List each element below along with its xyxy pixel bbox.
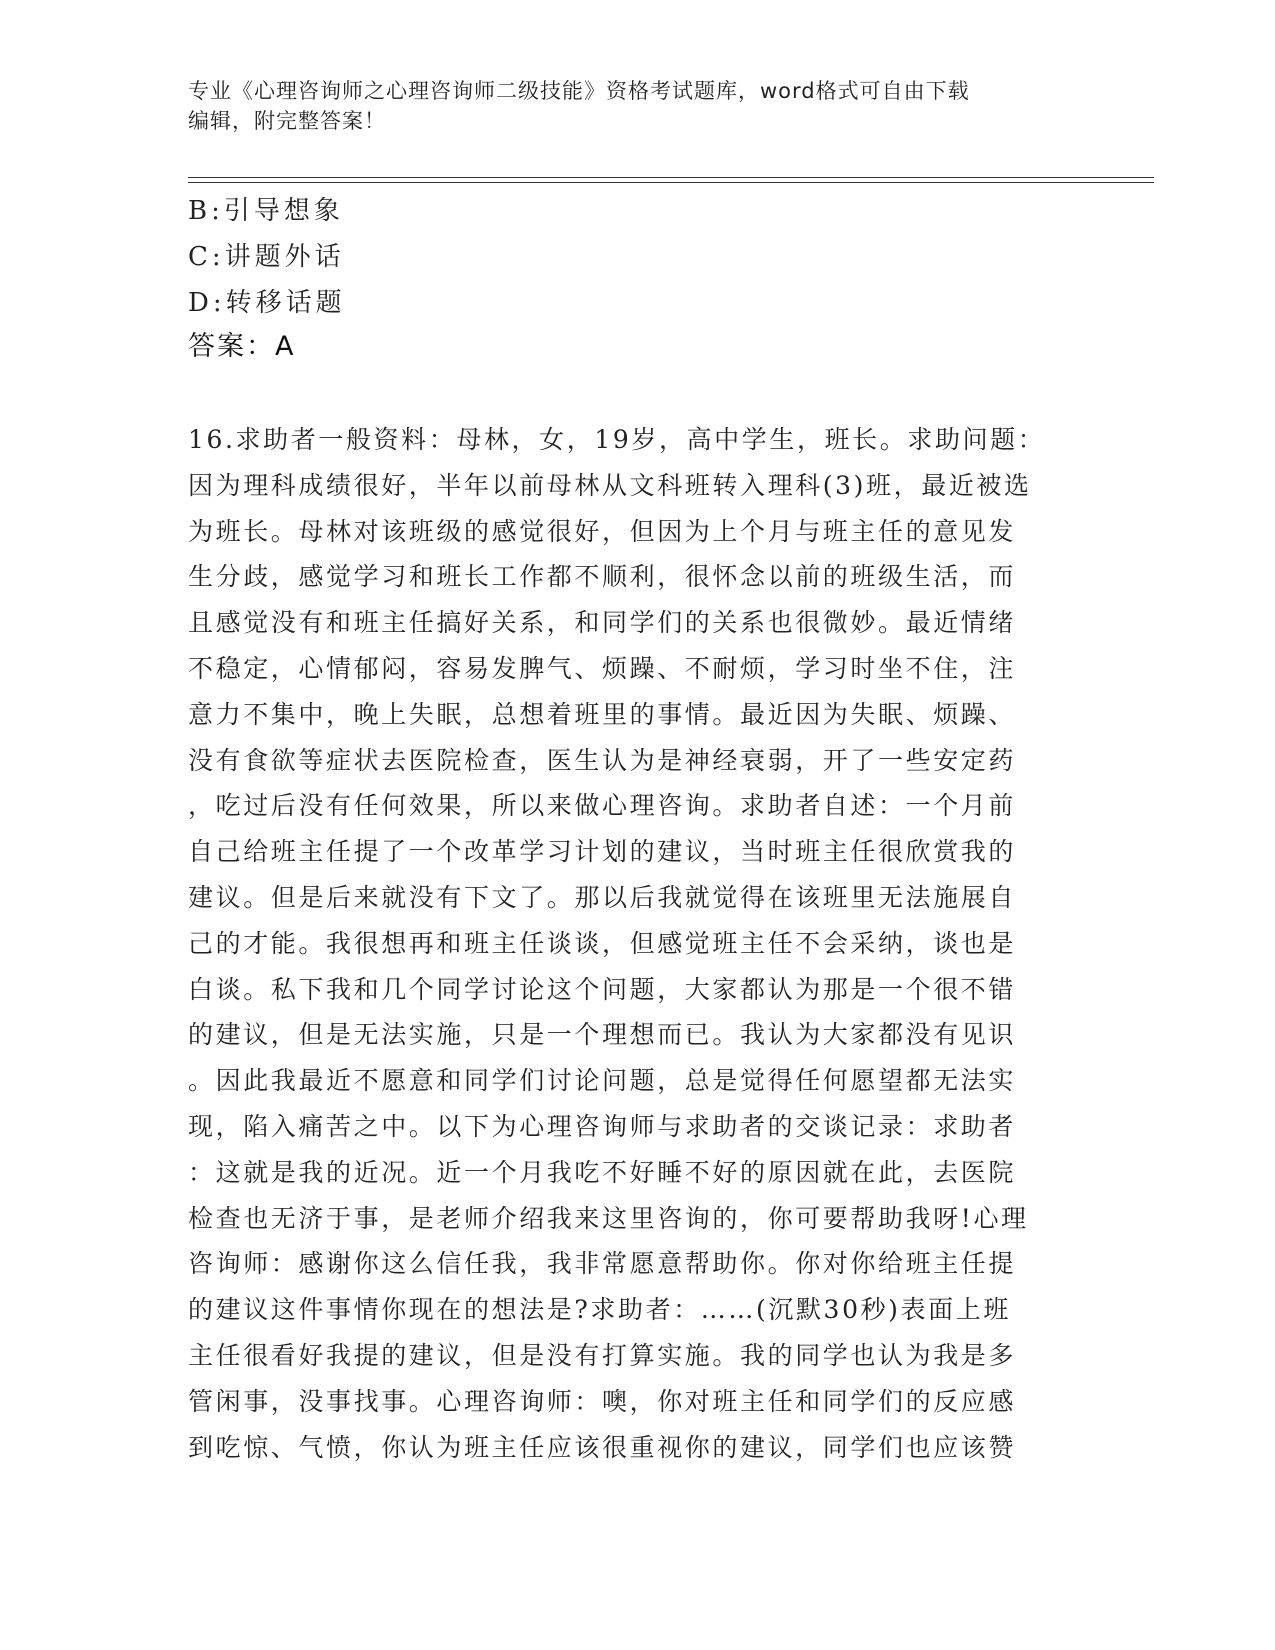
option-text: 转移话题 [225,288,346,318]
question-16 [188,417,1058,1470]
question-line: 管闲事，没事找事。心理咨询师：噢，你对班主任和同学们的反应感 [188,1386,1017,1416]
question-line: 16.求助者一般资料：母林，女，19岁，高中学生，班长。求助问题： [188,425,1046,454]
option-c [188,234,346,280]
question-line: 白谈。私下我和几个同学讨论这个问题，大家都认为那是一个很不错 [188,974,1017,1004]
question-line: 。因此我最近不愿意和同学们讨论问题，总是觉得任何愿望都无法实 [188,1066,1017,1096]
question-line: 因为理科成绩很好，半年以前母林从文科班转入理科(3)班，最近被选 [188,470,1032,500]
answer-options [188,188,346,326]
header-divider-bottom [188,182,1154,183]
question-line: 的建议，但是无法实施，只是一个理想而已。我认为大家都没有见识 [188,1020,1017,1050]
question-line: 建议。但是后来就没有下文了。那以后我就觉得在该班里无法施展自 [188,882,1017,912]
option-text: 讲题外话 [224,242,345,272]
question-line: 生分歧，感觉学习和班长工作都不顺利，很怀念以前的班级生活，而 [188,562,1017,592]
option-d [188,280,346,326]
option-b [188,188,346,234]
question-line: 到吃惊、气愤，你认为班主任应该很重视你的建议，同学们也应该赞 [188,1432,1017,1462]
question-line: 的建议这件事情你现在的想法是?求助者：……(沉默30秒)表面上班 [188,1295,1011,1325]
question-line: ：这就是我的近况。近一个月我吃不好睡不好的原因就在此，去医院 [188,1157,1017,1187]
question-line: 自己给班主任提了一个改革学习计划的建议，当时班主任很欣赏我的 [188,837,1017,867]
question-line: 没有食欲等症状去医院检查，医生认为是神经衰弱，开了一些安定药 [188,745,1017,775]
question-line: 现，陷入痛苦之中。以下为心理咨询师与求助者的交谈记录：求助者 [188,1111,1017,1141]
option-letter: D: [188,288,226,318]
answer-line [188,327,295,367]
document-header [188,76,1068,136]
question-line: 检查也无济于事，是老师介绍我来这里咨询的，你可要帮助我呀!心理 [188,1203,1029,1233]
question-line: 主任很看好我提的建议，但是没有打算实施。我的同学也认为我是多 [188,1340,1017,1370]
question-line: 咨询师：感谢你这么信任我，我非常愿意帮助你。你对你给班主任提 [188,1249,1017,1279]
header-line-1: 专业《心理咨询师之心理咨询师二级技能》资格考试题库，word格式可自由下载 [188,79,970,103]
question-line: 不稳定，心情郁闷，容易发脾气、烦躁、不耐烦，学习时坐不住，注 [188,653,1017,683]
header-divider-top [188,177,1154,178]
header-line-2: 编辑，附完整答案！ [188,109,386,133]
question-line: ，吃过后没有任何效果，所以来做心理咨询。求助者自述：一个月前 [188,791,1017,821]
option-letter: B: [188,196,224,226]
question-line: 且感觉没有和班主任搞好关系，和同学们的关系也很微妙。最近情绪 [188,608,1017,638]
option-text: 引导想象 [223,196,344,226]
question-line: 为班长。母林对该班级的感觉很好，但因为上个月与班主任的意见发 [188,516,1017,546]
question-line: 意力不集中，晚上失眠，总想着班里的事情。最近因为失眠、烦躁、 [188,699,1017,729]
option-letter: C: [188,242,225,272]
question-line: 己的才能。我很想再和班主任谈谈，但感觉班主任不会采纳，谈也是 [188,928,1017,958]
answer-label: 答案： [188,331,275,362]
answer-value: A [275,331,296,362]
